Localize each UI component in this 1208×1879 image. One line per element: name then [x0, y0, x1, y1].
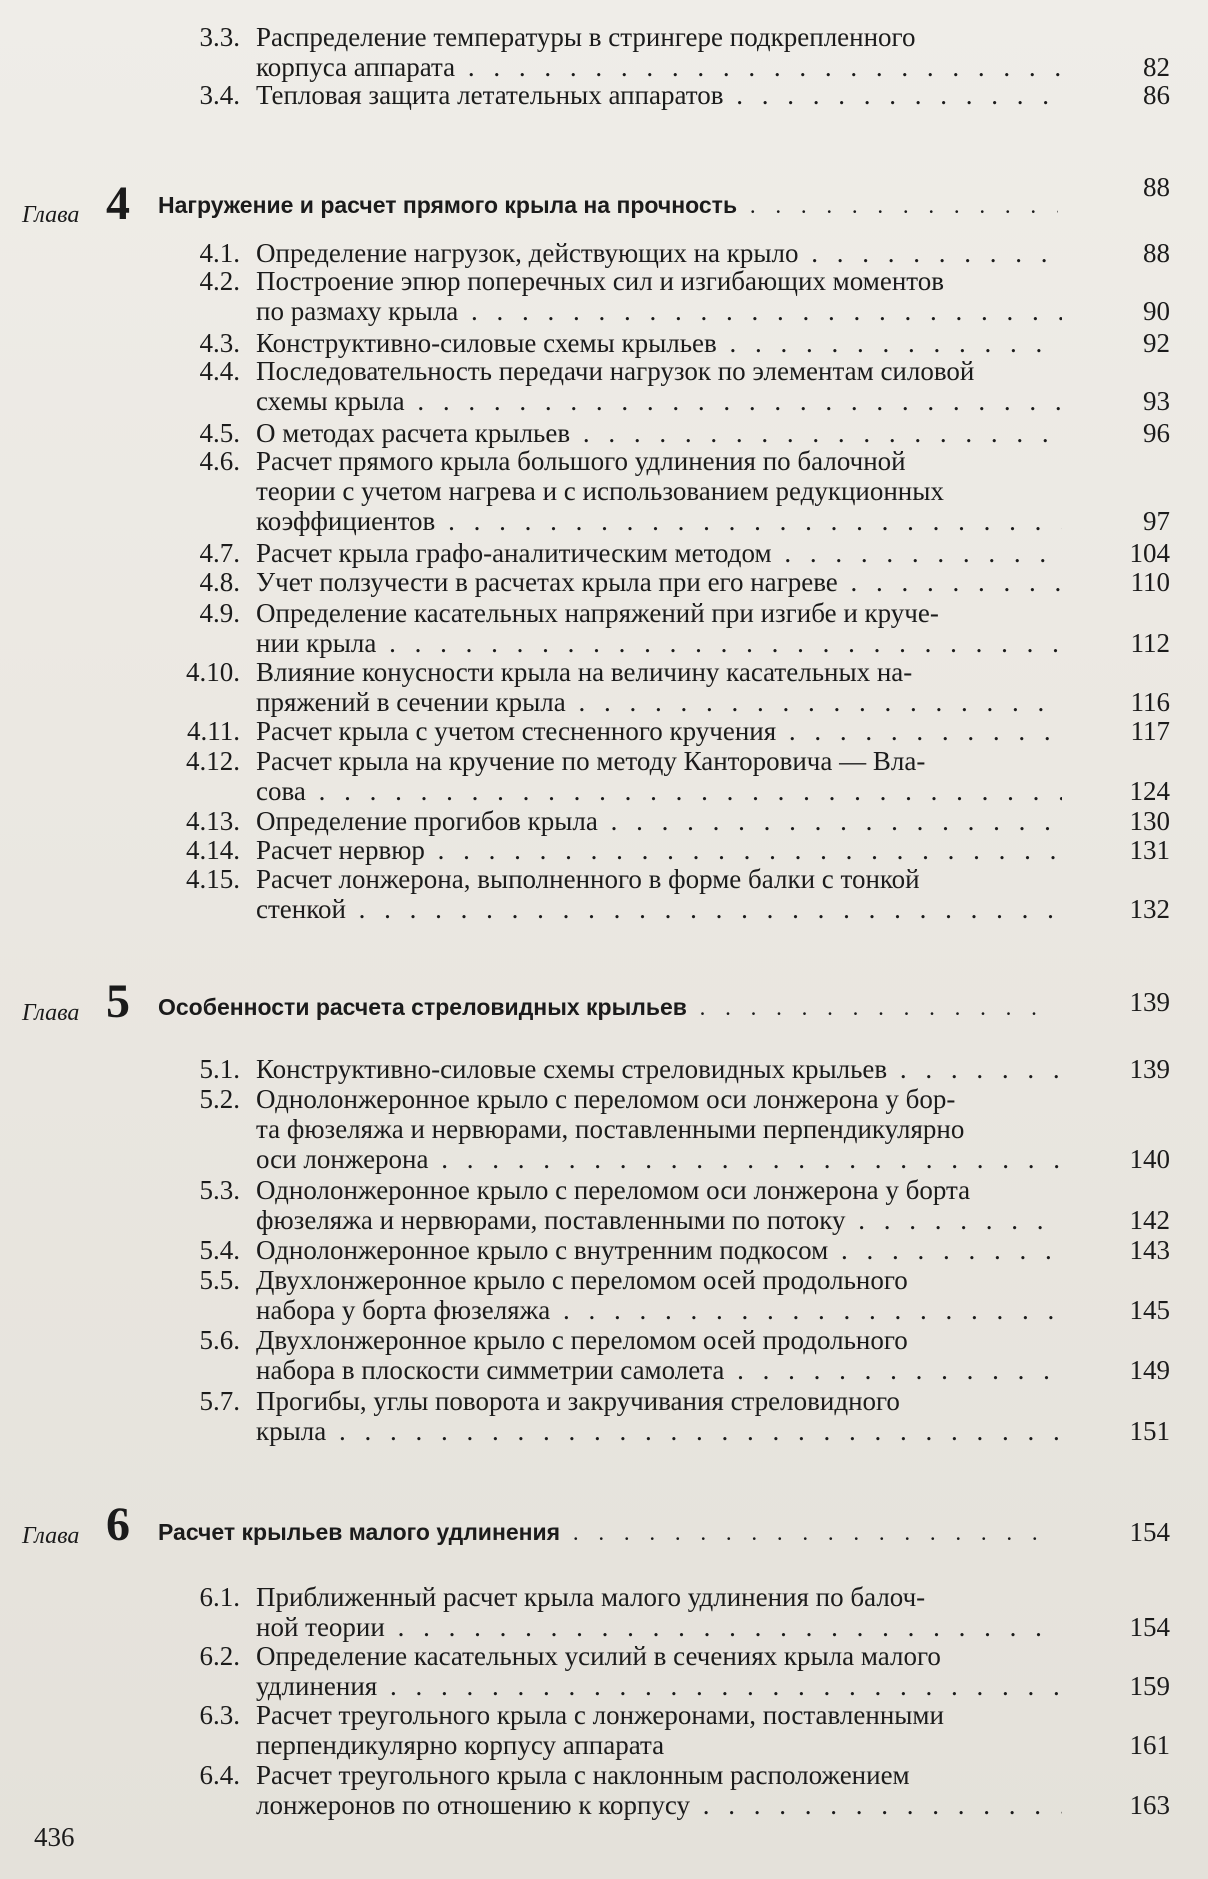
section-number: 3.3.: [199, 22, 240, 52]
section-number: 5.1.: [199, 1054, 240, 1084]
page-number: 139: [1129, 1054, 1170, 1084]
section-number: 4.15.: [186, 864, 240, 894]
chapter-heading: [0, 972, 1208, 1028]
page-number: 154: [1129, 1612, 1170, 1642]
page-number: 142: [1129, 1205, 1170, 1235]
section-number: 4.6.: [199, 446, 240, 476]
section-number: 5.6.: [199, 1325, 240, 1355]
section-title: Прогибы, углы поворота и закручивания стреловидного крыла . . .: [256, 1386, 1062, 1446]
chapter-title: Расчет крыльев малого удлинения . . .: [158, 1517, 1058, 1548]
chapter-heading: [0, 172, 1208, 230]
page-number: 149: [1129, 1355, 1170, 1385]
section-title: Тепловая защита летательных аппаратов . . .: [256, 80, 1062, 110]
page-number: 117: [1130, 716, 1170, 746]
page-number: 151: [1129, 1416, 1170, 1446]
page-number: 116: [1130, 687, 1170, 717]
section-number: 5.5.: [199, 1265, 240, 1295]
page-number: 86: [1143, 80, 1170, 110]
chapter-page: 139: [1129, 987, 1170, 1017]
section-title: Однолонжеронное крыло с внутренним подкосом . . .: [256, 1235, 1062, 1265]
page-number: 90: [1143, 296, 1170, 326]
chapter-word: Глава: [22, 1523, 80, 1549]
page-number: 130: [1129, 806, 1170, 836]
section-number: 4.5.: [199, 418, 240, 448]
page-number: 93: [1143, 386, 1170, 416]
page-number: 92: [1143, 328, 1170, 358]
section-title: Определение нагрузок, действующих на крыло . . .: [256, 238, 1062, 268]
page-number: 104: [1129, 538, 1170, 568]
chapter-title: Особенности расчета стреловидных крыльев . . .: [158, 992, 1058, 1023]
section-number: 4.13.: [186, 806, 240, 836]
section-number: 4.2.: [199, 266, 240, 296]
section-title: Определение касательных напряжений при изгибе и круче- нии крыла . . .: [256, 598, 1062, 658]
section-title: Расчет прямого крыла большого удлинения по балочной теории с учетом нагрева и с использованием редукционных коэффициентов . . .: [256, 446, 1062, 536]
section-title: Расчет лонжерона, выполненного в форме балки с тонкой стенкой . . .: [256, 864, 1062, 924]
section-title: Двухлонжеронное крыло с переломом осей продольного набора в плоскости симметрии самолета . . .: [256, 1325, 1062, 1385]
section-title: Расчет крыла на кручение по методу Канторовича — Вла- сова . . .: [256, 746, 1062, 806]
section-title: Определение касательных усилий в сечениях крыла малого удлинения . . .: [256, 1641, 1062, 1701]
section-title: Расчет треугольного крыла с наклонным расположением лонжеронов по отношению к корпусу . . .: [256, 1760, 1062, 1820]
section-title: Расчет треугольного крыла с лонжеронами, поставленными перпендикулярно корпусу аппарата: [256, 1700, 944, 1760]
section-title: Расчет крыла графо-аналитическим методом . . .: [256, 538, 1062, 568]
section-title: О методах расчета крыльев . . .: [256, 418, 1062, 448]
chapter-title: Нагружение и расчет прямого крыла на прочность . . .: [158, 190, 1058, 221]
section-number: 5.2.: [199, 1084, 240, 1114]
section-number: 6.4.: [199, 1760, 240, 1790]
page-number: 161: [1129, 1730, 1170, 1760]
section-title: Распределение температуры в стрингере подкрепленного корпуса аппарата . . .: [256, 22, 1062, 82]
page-number: 82: [1143, 52, 1170, 82]
section-title: Однолонжеронное крыло с переломом оси лонжерона у борта фюзеляжа и нервюрами, поставленными по потоку . . .: [256, 1175, 1062, 1235]
page-number: 97: [1143, 506, 1170, 536]
section-number: 6.3.: [199, 1700, 240, 1730]
chapter-word: Глава: [22, 1000, 80, 1026]
section-title: Двухлонжеронное крыло с переломом осей продольного набора у борта фюзеляжа . . .: [256, 1265, 1062, 1325]
section-title: Определение прогибов крыла . . .: [256, 806, 1062, 836]
section-title: Приближенный расчет крыла малого удлинения по балоч- ной теории . . .: [256, 1582, 1062, 1642]
section-title: Построение эпюр поперечных сил и изгибающих моментов по размаху крыла . . .: [256, 266, 1062, 326]
page-number: 145: [1129, 1295, 1170, 1325]
page-number: 159: [1129, 1671, 1170, 1701]
chapter-word: Глава: [22, 202, 80, 228]
page-number: 88: [1143, 238, 1170, 268]
chapter-number: 6: [106, 1498, 130, 1551]
section-number: 6.1.: [199, 1582, 240, 1612]
section-number: 6.2.: [199, 1641, 240, 1671]
section-number: 4.14.: [186, 835, 240, 865]
section-number: 5.3.: [199, 1175, 240, 1205]
section-number: 4.9.: [199, 598, 240, 628]
section-number: 4.1.: [199, 238, 240, 268]
section-number: 4.11.: [187, 716, 240, 746]
page-number: 110: [1130, 567, 1170, 597]
section-title: Расчет крыла с учетом стесненного кручения . . .: [256, 716, 1062, 746]
section-title: Учет ползучести в расчетах крыла при его нагреве . . .: [256, 567, 1062, 597]
page-number: 163: [1129, 1790, 1170, 1820]
chapter-page: 88: [1143, 172, 1170, 202]
page-number: 131: [1129, 835, 1170, 865]
section-number: 4.7.: [199, 538, 240, 568]
section-title: Конструктивно-силовые схемы стреловидных крыльев . . .: [256, 1054, 1062, 1084]
chapter-page: 154: [1129, 1517, 1170, 1547]
section-title: Конструктивно-силовые схемы крыльев . . .: [256, 328, 1062, 358]
section-number: 4.4.: [199, 356, 240, 386]
section-number: 4.12.: [186, 746, 240, 776]
page-number: 112: [1130, 628, 1170, 658]
section-number: 4.10.: [186, 657, 240, 687]
page-number: 140: [1129, 1144, 1170, 1174]
section-number: 4.8.: [199, 567, 240, 597]
section-number: 5.7.: [199, 1386, 240, 1416]
section-number: 3.4.: [199, 80, 240, 110]
chapter-number: 4: [106, 177, 130, 230]
chapter-heading: [0, 1497, 1208, 1551]
page-number: 132: [1129, 894, 1170, 924]
section-title: Последовательность передачи нагрузок по элементам силовой схемы крыла . . .: [256, 356, 1062, 416]
section-title: Расчет нервюр . . .: [256, 835, 1062, 865]
section-title: Влияние конусности крыла на величину касательных на- пряжений в сечении крыла . . .: [256, 657, 1062, 717]
section-number: 5.4.: [199, 1235, 240, 1265]
page-number: 124: [1129, 776, 1170, 806]
section-number: 4.3.: [199, 328, 240, 358]
folio-page-number: 436: [34, 1822, 75, 1852]
page-number: 96: [1143, 418, 1170, 448]
chapter-number: 5: [106, 975, 130, 1028]
page-number: 143: [1129, 1235, 1170, 1265]
section-title: Однолонжеронное крыло с переломом оси лонжерона у бор- та фюзеляжа и нервюрами, поставленными перпендикулярно оси лонжерона . . .: [256, 1084, 1062, 1174]
